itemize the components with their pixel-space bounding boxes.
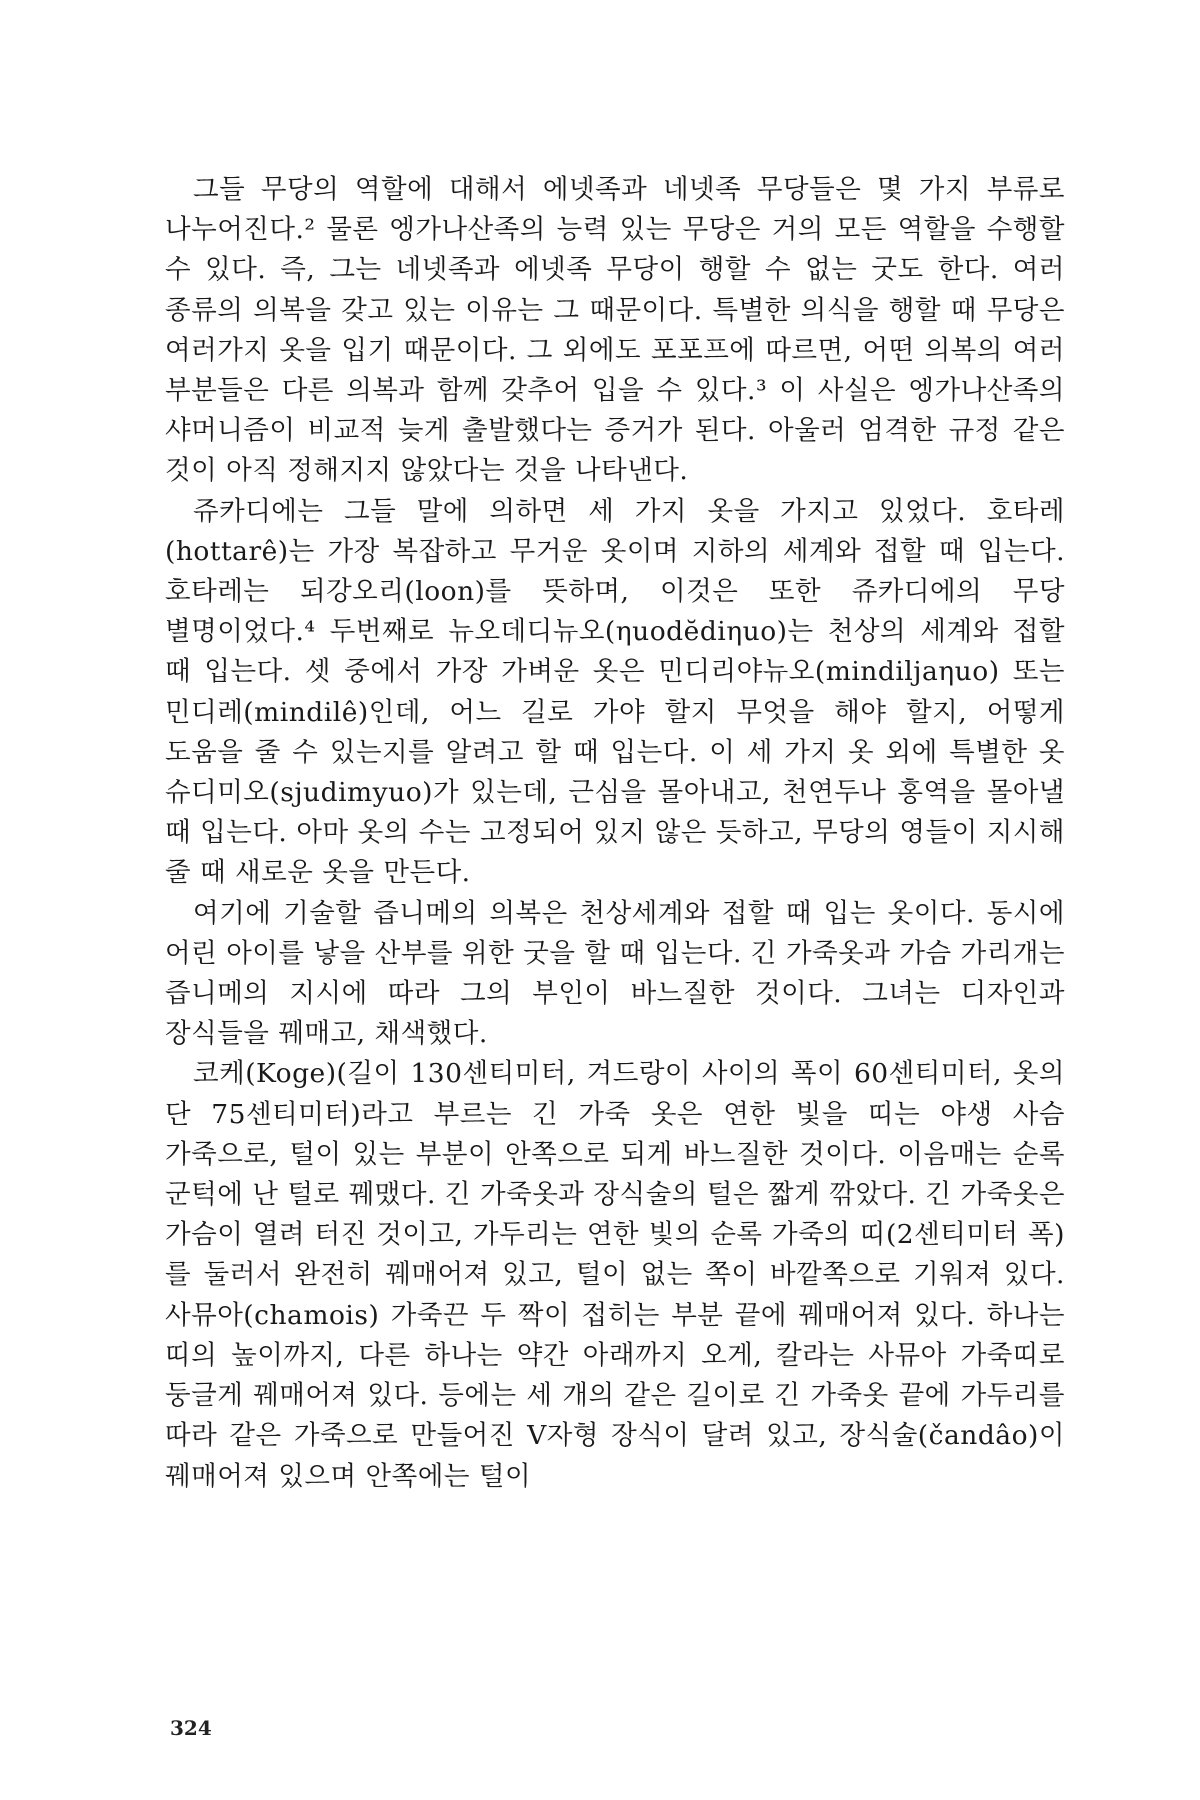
paragraph: 쥬카디에는 그들 말에 의하면 세 가지 옷을 가지고 있었다. 호타레(hottarê)는 가장 복잡하고 무거운 옷이며 지하의 세계와 접할 때 입는다. 호타레는 되강오리(loon)를 뜻하며, 이것은 또한 쥬카디에의 무당 별명이었다.⁴ 두번째로 뉴오데디뉴오(ηuodĕdiηuo)는 천상의 세계와 접할 때 입는다. 셋 중에서 가장 가벼운 옷은 민디리야뉴오(mindiljaηuo) 또는 민디레(mindilê)인데, 어느 길로 가야 할지 무엇을 해야 할지, 어떻게 도움을 줄 수 있는지를 알려고 할 때 입는다. 이 세 가지 옷 외에 특별한 옷 슈디미오(sjudimyuo)가 있는데, 근심을 몰아내고, 천연두나 홍역을 몰아낼 때 입는다. 아마 옷의 수는 고정되어 있지 않은 듯하고, 무당의 영들이 지시해 줄 때 새로운 옷을 만든다. [165,495,1065,889]
paragraph: 그들 무당의 역할에 대해서 에넷족과 네넷족 무당들은 몇 가지 부류로 나누어진다.² 물론 엥가나산족의 능력 있는 무당은 거의 모든 역할을 수행할 수 있다. 즉, 그는 네넷족과 에넷족 무당이 행할 수 없는 굿도 한다. 여러 종류의 의복을 갖고 있는 이유는 그 때문이다. 특별한 의식을 행할 때 무당은 여러가지 옷을 입기 때문이다. 그 외에도 포포프에 따르면, 어떤 의복의 여러 부분들은 다른 의복과 함께 갖추어 입을 수 있다.³ 이 사실은 엥가나산족의 샤머니즘이 비교적 늦게 출발했다는 증거가 된다. 아울러 엄격한 규정 같은 것이 아직 정해지지 않았다는 것을 나타낸다. [165,174,1065,487]
body-text [165,170,1065,1497]
paragraph: 코케(Koge)(길이 130센티미터, 겨드랑이 사이의 폭이 60센티미터, 옷의 단 75센티미터)라고 부르는 긴 가죽 옷은 연한 빛을 띠는 야생 사슴 가죽으로, 털이 있는 부분이 안쪽으로 되게 바느질한 것이다. 이음매는 순록 군턱에 난 털로 꿰맸다. 긴 가죽옷과 장식술의 털은 짧게 깎았다. 긴 가죽옷은 가슴이 열려 터진 것이고, 가두리는 연한 빛의 순록 가죽의 띠(2센티미터 폭)를 둘러서 완전히 꿰매어져 있고, 털이 없는 쪽이 바깥쪽으로 기워져 있다. 사뮤아(chamois) 가죽끈 두 짝이 접히는 부분 끝에 꿰매어져 있다. 하나는 띠의 높이까지, 다른 하나는 약간 아래까지 오게, 칼라는 사뮤아 가죽띠로 둥글게 꿰매어져 있다. 등에는 세 개의 같은 길이로 긴 가죽옷 끝에 가두리를 따라 같은 가죽으로 만들어진 V자형 장식이 달려 있고, 장식술(čandâo)이 꿰매어져 있으며 안쪽에는 털이 [165,1058,1065,1492]
page-number: 324 [170,1716,212,1740]
paragraph: 여기에 기술할 즙니메의 의복은 천상세계와 접할 때 입는 옷이다. 동시에 어린 아이를 낳을 산부를 위한 굿을 할 때 입는다. 긴 가죽옷과 가슴 가리개는 즙니메의 지시에 따라 그의 부인이 바느질한 것이다. 그녀는 디자인과 장식들을 꿰매고, 채색했다. [165,897,1065,1050]
